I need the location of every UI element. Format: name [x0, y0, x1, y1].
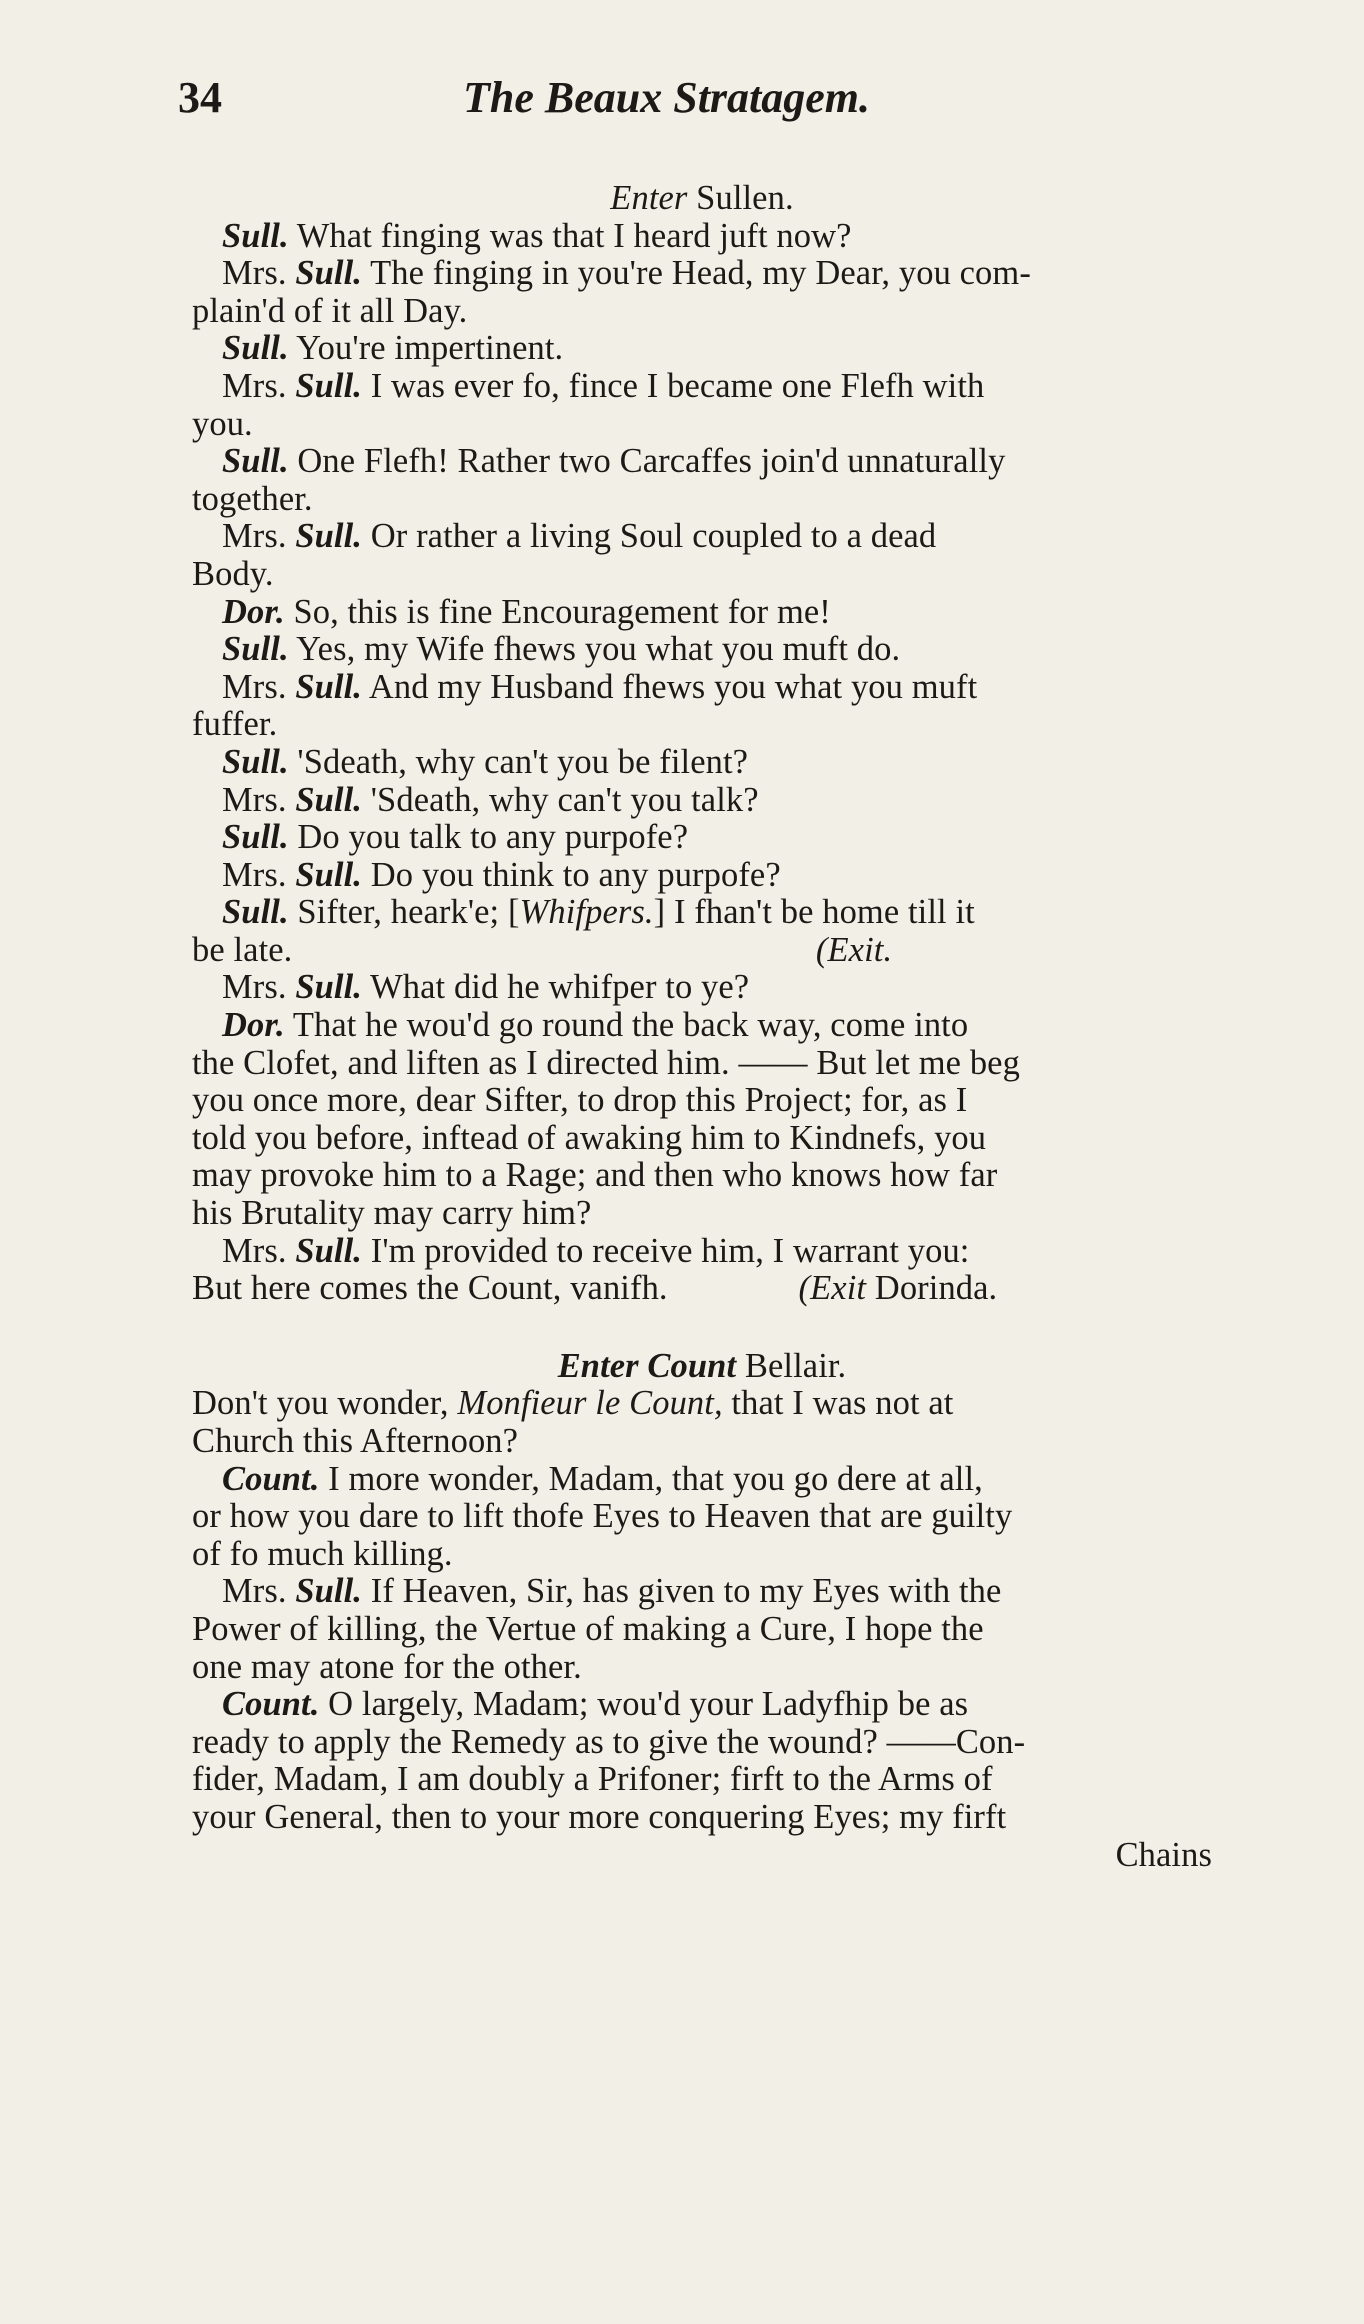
line-text: ready to apply the Remedy as to give the wound? ——Con-: [192, 1722, 1026, 1761]
speaker-name: Sull.: [222, 818, 289, 857]
italic-text: (Exit.: [815, 930, 893, 969]
text-line: [192, 368, 1212, 406]
text-line: [192, 1649, 1212, 1687]
line-text: his Brutality may carry him?: [192, 1194, 592, 1233]
line-text: Chains: [1115, 1835, 1212, 1874]
line-text: So, this is fine Encouragement for me!: [284, 592, 831, 631]
line-text: [668, 1269, 799, 1307]
text-line: [192, 894, 1212, 932]
text-line: [192, 293, 1212, 331]
section-gap: [192, 1308, 1212, 1348]
line-text: I was ever fo, fince I became one Flefh with: [362, 366, 985, 405]
line-text: Do you think to any purpofe?: [362, 855, 781, 894]
text-line: [192, 443, 1212, 481]
text-line: [192, 1536, 1212, 1574]
text-line: [192, 1195, 1212, 1233]
line-text: If Heaven, Sir, has given to my Eyes with the: [362, 1572, 1002, 1611]
speaker-name: Sull.: [295, 254, 363, 293]
speaker-name: Count.: [222, 1685, 320, 1724]
text-line: [192, 556, 1212, 594]
page-number: 34: [178, 73, 222, 122]
speaker-name: Count.: [222, 1459, 320, 1498]
line-text: your General, then to your more conquering Eyes; my firft: [192, 1797, 1007, 1836]
line-text: Mrs.: [222, 968, 296, 1007]
line-text: Don't you wonder,: [192, 1384, 458, 1423]
text-line: [192, 819, 1212, 857]
text-line: [192, 1761, 1212, 1799]
line-text: O largely, Madam; wou'd your Ladyfhip be as: [319, 1685, 969, 1724]
line-text: 'Sdeath, why can't you talk?: [362, 780, 759, 819]
line-text: But here comes the Count, vanifh.: [192, 1269, 668, 1308]
speaker-name: Sull.: [222, 893, 289, 932]
line-text: And my Husband fhews you what you muft: [362, 667, 978, 706]
text-line: [192, 1837, 1212, 1875]
text-line: [192, 1724, 1212, 1762]
text-line: [192, 1611, 1212, 1649]
line-text: or how you dare to lift thofe Eyes to Heaven that are guilty: [192, 1497, 1013, 1536]
text-line: [192, 1385, 1212, 1423]
line-text: Mrs.: [222, 517, 296, 556]
line-text: fider, Madam, I am doubly a Prifoner; firft to the Arms of: [192, 1760, 993, 1799]
text-line: [192, 857, 1212, 895]
italic-text: Whifpers.: [519, 893, 654, 932]
speaker-name: Sull.: [295, 667, 363, 706]
text-line: [192, 1498, 1212, 1536]
text-line: [192, 255, 1212, 293]
line-text: Mrs.: [222, 1231, 296, 1270]
line-text: be late.: [192, 930, 293, 969]
line-text: Mrs.: [222, 780, 296, 819]
line-text: I more wonder, Madam, that you go dere at all,: [319, 1459, 983, 1498]
play-text: [192, 180, 1212, 1874]
line-text: One Flefh! Rather two Carcaffes join'd unnaturally: [288, 442, 1006, 481]
text-line: [192, 631, 1212, 669]
text-line: [192, 1461, 1212, 1499]
line-text: [292, 931, 816, 969]
line-text: you.: [192, 404, 253, 443]
text-line: [192, 932, 1212, 970]
text-line: [192, 744, 1212, 782]
text-line: [192, 518, 1212, 556]
text-line: [192, 1573, 1212, 1611]
line-text: 'Sdeath, why can't you be filent?: [288, 742, 749, 781]
line-text: Mrs.: [222, 254, 296, 293]
text-line: [192, 706, 1212, 744]
line-text: told you before, inftead of awaking him to Kindnefs, you: [192, 1118, 987, 1157]
line-text: Or rather a living Soul coupled to a dead: [362, 517, 937, 556]
speaker-name: Dor.: [222, 592, 285, 631]
speaker-name: Sull.: [295, 855, 363, 894]
speaker-name: Sull.: [222, 216, 289, 255]
line-text: You're impertinent.: [288, 329, 564, 368]
line-text: may provoke him to a Rage; and then who knows how far: [192, 1156, 998, 1195]
line-text: the Clofet, and liften as I directed him. —— But let me beg: [192, 1043, 1020, 1082]
speaker-name: Sull.: [222, 329, 289, 368]
line-text: What did he whifper to ye?: [362, 968, 750, 1007]
speaker-name: Dor.: [222, 1006, 285, 1045]
italic-text: (Exit: [798, 1269, 867, 1308]
line-text: Mrs.: [222, 1572, 296, 1611]
speaker-name: Sull.: [295, 366, 363, 405]
line-text: Sullen.: [687, 179, 794, 217]
running-title: The Beaux Stratagem.: [463, 73, 871, 122]
line-text: Church this Afternoon?: [192, 1422, 519, 1460]
speaker-name: Sull.: [295, 968, 363, 1007]
speaker-name: Sull.: [295, 780, 363, 819]
text-line: [192, 1120, 1212, 1158]
line-text: ] I fhan't be home till it: [653, 893, 975, 932]
line-text: The finging in you're Head, my Dear, you com-: [362, 254, 1031, 293]
text-line: [192, 180, 1212, 218]
line-text: I'm provided to receive him, I warrant you:: [362, 1231, 970, 1270]
text-line: [192, 669, 1212, 707]
text-line: [192, 594, 1212, 632]
line-text: Mrs.: [222, 667, 296, 706]
page-header: [178, 72, 1218, 142]
italic-text: Monfieur le Count,: [457, 1384, 723, 1423]
text-line: [192, 782, 1212, 820]
text-line: [192, 1270, 1212, 1308]
text-line: [192, 1007, 1212, 1045]
text-line: [192, 218, 1212, 256]
line-text: plain'd of it all Day.: [192, 291, 468, 330]
speaker-name: Sull.: [222, 742, 289, 781]
speaker-name: Sull.: [295, 1572, 363, 1611]
text-line: [192, 969, 1212, 1007]
line-text: Body.: [192, 554, 274, 593]
line-text: fuffer.: [192, 705, 278, 744]
line-text: That he wou'd go round the back way, come into: [284, 1006, 969, 1045]
text-line: [192, 1233, 1212, 1271]
line-text: Yes, my Wife fhews you what you muft do.: [288, 630, 901, 669]
line-text: Do you talk to any purpofe?: [288, 818, 689, 857]
speaker-name: Sull.: [222, 442, 289, 481]
line-text: Dorinda.: [866, 1269, 998, 1308]
line-text: Mrs.: [222, 366, 296, 405]
line-text: of fo much killing.: [192, 1534, 453, 1573]
line-text: one may atone for the other.: [192, 1647, 582, 1686]
text-line: [192, 1423, 1212, 1461]
speaker-name: Sull.: [295, 1231, 363, 1270]
line-text: What finging was that I heard juft now?: [288, 216, 852, 255]
text-line: [192, 406, 1212, 444]
text-line: [192, 1157, 1212, 1195]
line-text: together.: [192, 479, 313, 518]
line-text: Bellair.: [736, 1346, 847, 1385]
line-text: Sifter, heark'e; [: [288, 893, 520, 932]
text-line: [192, 1686, 1212, 1724]
line-text: you once more, dear Sifter, to drop this Project; for, as I: [192, 1081, 968, 1120]
line-text: Mrs.: [222, 855, 296, 894]
line-text: that I was not at: [722, 1384, 954, 1423]
text-line: [192, 481, 1212, 519]
text-line: [192, 1348, 1212, 1386]
text-line: [192, 1799, 1212, 1837]
speaker-name: Sull.: [222, 630, 289, 669]
text-line: [192, 1082, 1212, 1120]
text-line: [192, 1045, 1212, 1083]
speaker-name: Sull.: [295, 517, 363, 556]
text-line: [192, 330, 1212, 368]
line-text: Power of killing, the Vertue of making a Cure, I hope the: [192, 1609, 984, 1648]
speaker-name: Enter Count: [557, 1346, 737, 1385]
italic-text: Enter: [610, 179, 688, 217]
